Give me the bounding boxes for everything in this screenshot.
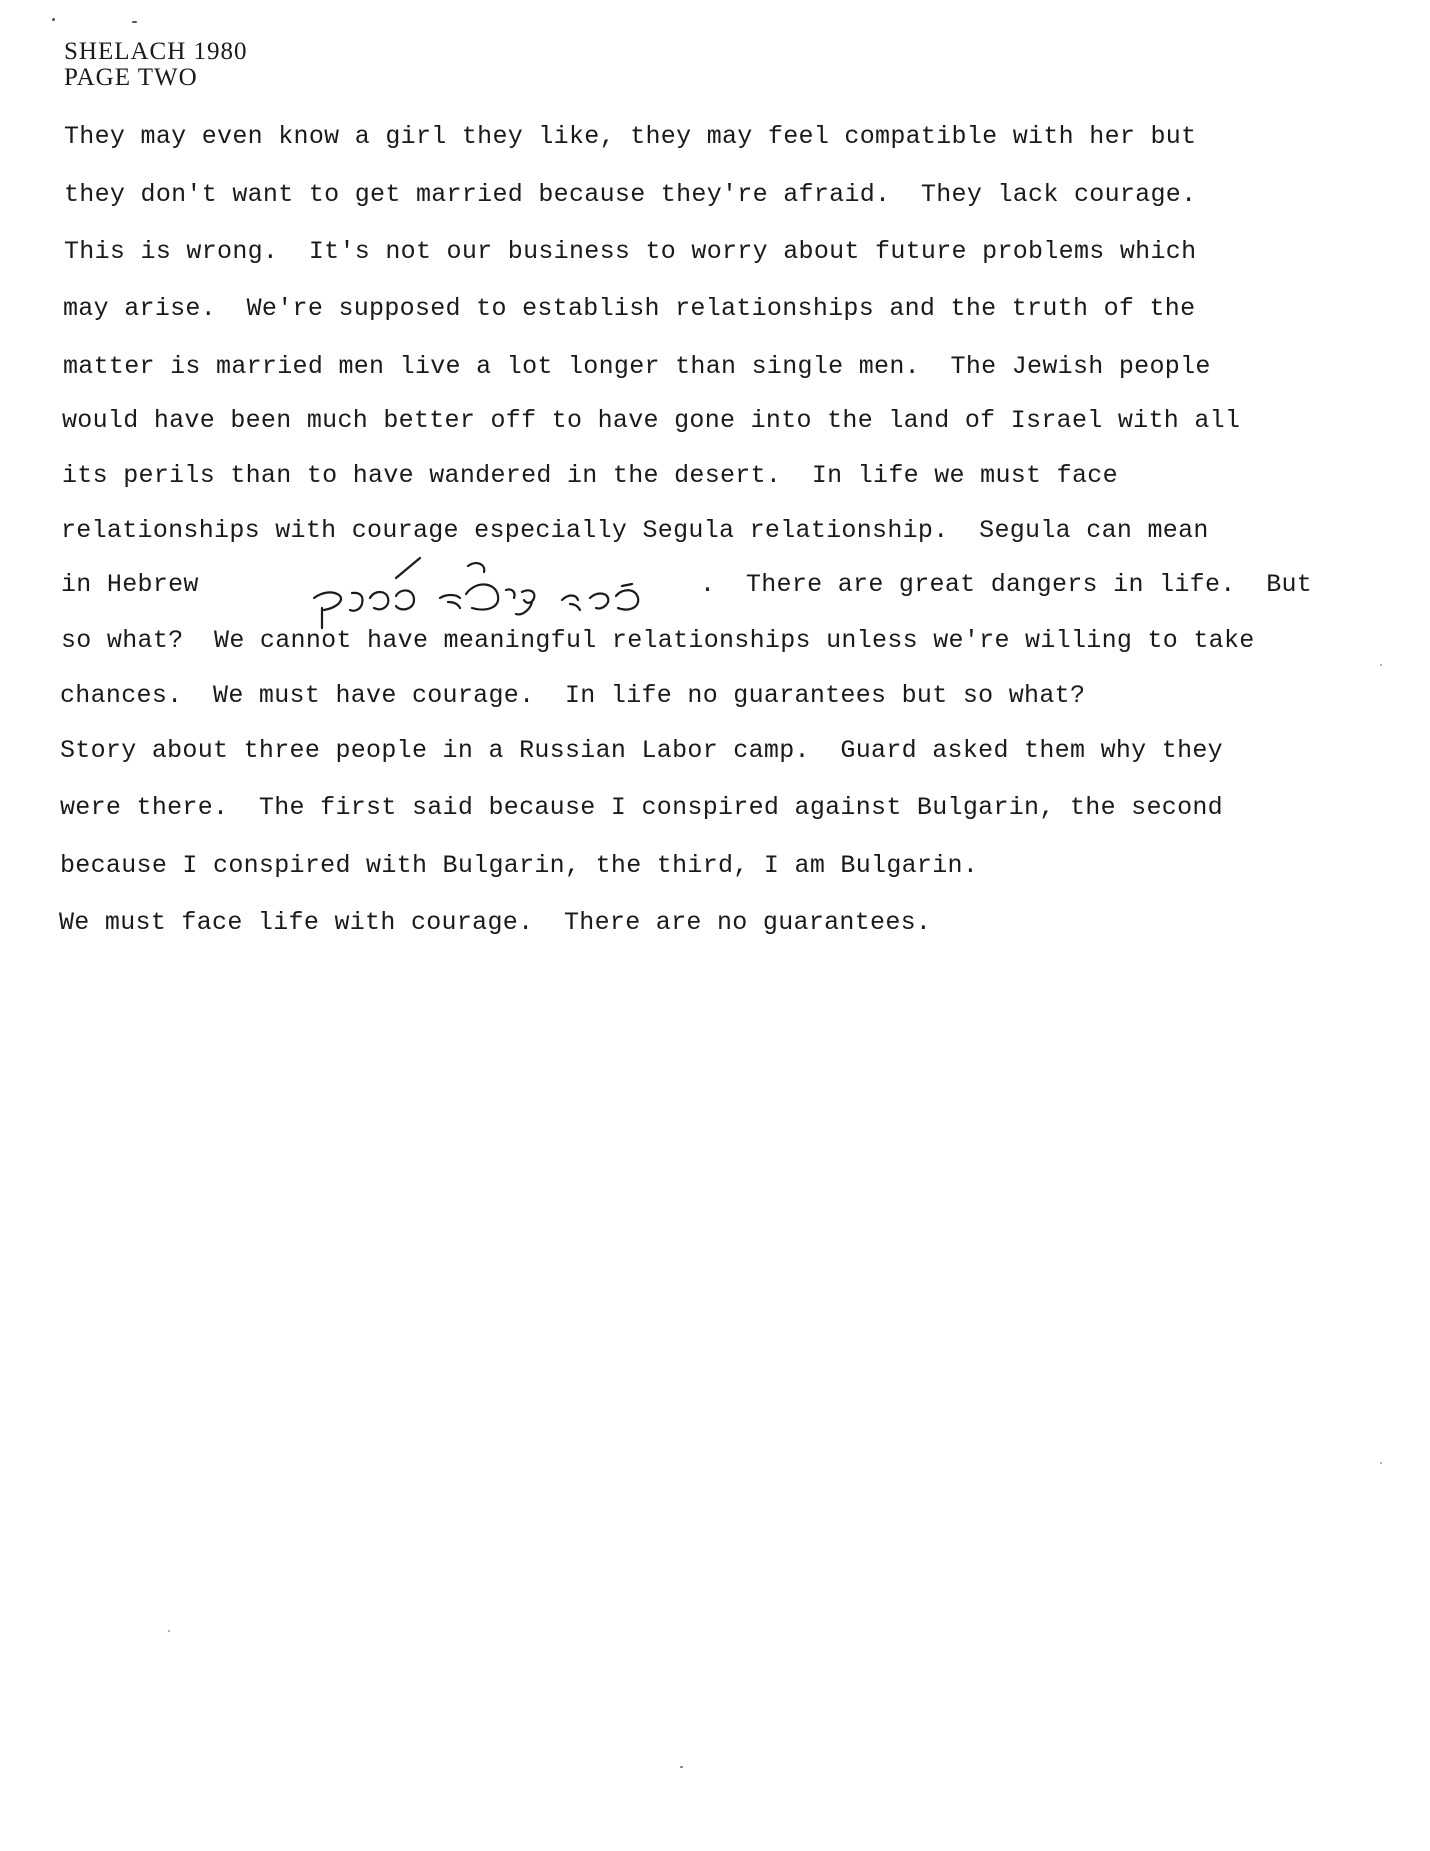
document-title: SHELACH 1980 [64,38,248,65]
ink-speck [132,21,137,23]
body-line: so what? We cannot have meaningful relationships unless we're willing to take [61,626,1255,655]
handwritten-hebrew-phrase [300,538,700,630]
body-line: We must face life with courage. There are no guarantees. [59,908,932,937]
body-line: they don't want to get married because they're afraid. They lack courage. [64,180,1197,209]
body-line: may arise. We're supposed to establish relationships and the truth of the [63,294,1196,323]
body-line: . There are great dangers in life. But [700,570,1313,599]
ink-speck [168,1630,170,1632]
body-line: would have been much better off to have gone into the land of Israel with all [62,406,1241,435]
body-line: Story about three people in a Russian Labor camp. Guard asked them why they [60,736,1223,765]
body-line: chances. We must have courage. In life no guarantees but so what? [60,681,1086,710]
body-line: They may even know a girl they like, they may feel compatible with her but [64,122,1197,151]
body-line: were there. The first said because I conspired against Bulgarin, the second [60,793,1223,822]
body-line: in Hebrew [61,570,199,599]
body-line: matter is married men live a lot longer than single men. The Jewish people [63,352,1211,381]
body-line: This is wrong. It's not our business to worry about future problems which [64,237,1197,266]
body-line: relationships with courage especially Segula relationship. Segula can mean [61,516,1209,545]
page-number: PAGE TWO [64,64,198,91]
ink-speck [680,1766,683,1768]
ink-speck [1380,664,1382,666]
body-line: because I conspired with Bulgarin, the third, I am Bulgarin. [60,851,979,880]
body-line: its perils than to have wandered in the desert. In life we must face [62,461,1118,490]
ink-speck [1380,1462,1382,1464]
ink-speck [52,18,55,21]
